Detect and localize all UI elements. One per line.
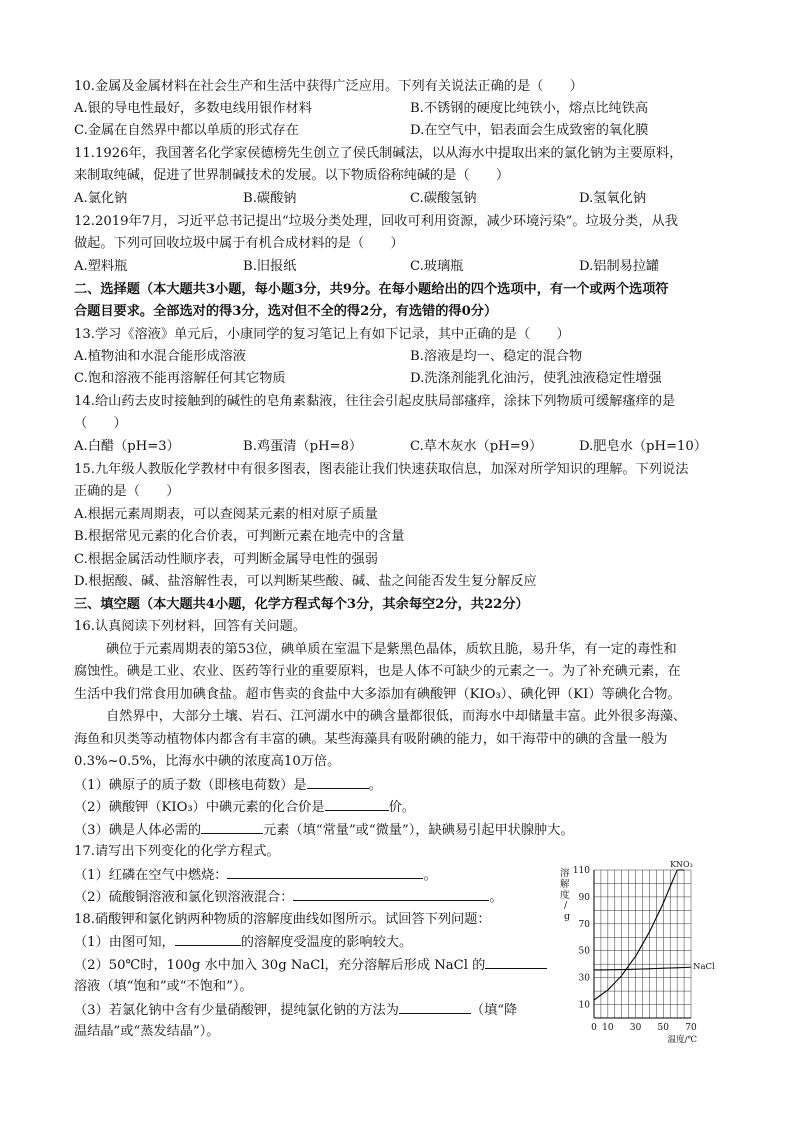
x-tick-labels bbox=[591, 1023, 697, 1033]
q16-para1-line3: 生活中我们常食用加碘食盐。超市售卖的食盐中大多添加有碘酸钾（KIO₃）、碘化钾（KI）等碘化合物。 bbox=[74, 687, 681, 702]
q18-sub2-line2: 溶液（填“饱和”或“不饱和”）。 bbox=[74, 979, 253, 994]
x-tick-label: 0 bbox=[591, 1023, 597, 1033]
q13-option-a: A.植物油和水混合能形成溶液 bbox=[74, 349, 246, 364]
answer-blank[interactable] bbox=[175, 931, 241, 946]
answer-blank[interactable] bbox=[325, 796, 389, 811]
q11-stem-line2: 来制取纯碱，促进了世界制碱技术的发展。以下物质俗称纯碱的是（ ） bbox=[74, 168, 510, 183]
y-axis-label-char: / bbox=[564, 900, 568, 911]
x-tick-label: 70 bbox=[685, 1023, 697, 1033]
answer-blank[interactable] bbox=[485, 954, 547, 969]
q18-sub3-line2: 温结晶”或“蒸发结晶”）。 bbox=[74, 1024, 220, 1039]
q11-option-b: B.碳酸钠 bbox=[243, 191, 297, 206]
q16-para2-line3: 0.3%~0.5%，比海水中碘的浓度高10万倍。 bbox=[74, 754, 341, 769]
section3-heading: 三、填空题（本大题共4小题，化学方程式每个3分，其余每空2分，共22分） bbox=[74, 597, 529, 612]
q17-sub2-text: （2）硫酸铜溶液和氯化钡溶液混合： bbox=[74, 890, 294, 905]
x-tick-label: 30 bbox=[629, 1023, 642, 1033]
q13-option-b: B.溶液是均一、稳定的混合物 bbox=[410, 349, 583, 364]
q18-sub1-end: 的溶解度受温度的影响较大。 bbox=[240, 935, 413, 950]
q16-para2-line1: 自然界中，大部分土壤、岩石、江河湖水中的碘含量都很低，而海水中却储量丰富。此外很多海藻、 bbox=[106, 709, 687, 724]
q12-stem-line1: 12.2019年7月，习近平总书记提出“垃圾分类处理，回收可利用资源，减少环境污染”。垃圾分类，从我 bbox=[74, 214, 678, 229]
q18-sub1 bbox=[74, 931, 412, 954]
q16-sub3-end: 元素（填“常量”或“微量”），缺碘易引起甲状腺肿大。 bbox=[263, 823, 574, 838]
q15-option-b: B.根据常见元素的化合价表，可判断元素在地壳中的含量 bbox=[74, 529, 405, 544]
q17-sub2 bbox=[74, 886, 503, 909]
q16-sub3-text: （3）碘是人体必需的 bbox=[74, 823, 202, 838]
y-axis-label bbox=[560, 867, 570, 922]
y-tick-label: 50 bbox=[578, 946, 590, 957]
q16-sub1 bbox=[74, 774, 382, 797]
q14-option-d: D.肥皂水（pH=10） bbox=[579, 439, 708, 454]
q10-option-c: C.金属在自然界中都以单质的形式存在 bbox=[74, 123, 299, 138]
answer-blank[interactable] bbox=[201, 819, 263, 834]
q18-sub3-end: （填“降 bbox=[470, 1003, 518, 1018]
y-axis-label-char: 度 bbox=[560, 890, 570, 901]
q12-stem-line2: 做起。下列可回收垃圾中属于有机合成材料的是（ ） bbox=[74, 236, 404, 251]
q17-sub1-end: 。 bbox=[423, 868, 437, 883]
q10-stem: 10.金属及金属材料在社会生产和生活中获得广泛应用。下列有关说法正确的是（ ） bbox=[74, 79, 583, 94]
q14-stem-line1: 14.给山药去皮时接触到的碱性的皂角素黏液，往往会引起皮肤局部瘙痒，涂抹下列物质可缓解瘙痒的是 bbox=[74, 394, 676, 409]
q18-sub3-line1 bbox=[74, 999, 517, 1022]
q14-option-a: A.白醋（pH=3） bbox=[74, 439, 180, 454]
x-tick-label: 10 bbox=[602, 1023, 614, 1033]
q18-sub1-text: （1）由图可知， bbox=[74, 935, 175, 950]
q12-option-b: B.旧报纸 bbox=[243, 259, 297, 274]
y-axis-label-text bbox=[560, 867, 570, 922]
section2-heading-line2: 合题目要求。全部选对的得3分，选对但不全的得2分，有选错的得0分） bbox=[74, 304, 498, 319]
y-tick-label: 30 bbox=[578, 973, 590, 984]
q13-stem: 13.学习《溶液》单元后，小康同学的复习笔记上有如下记录，其中正确的是（ ） bbox=[74, 327, 570, 342]
q13-option-d: D.洗涤剂能乳化油污，使乳浊液稳定性增强 bbox=[410, 371, 662, 386]
q13-option-c: C.饱和溶液不能再溶解任何其它物质 bbox=[74, 371, 286, 386]
q16-sub2 bbox=[74, 796, 415, 819]
q11-option-a: A.氯化钠 bbox=[74, 191, 128, 206]
section2-heading-line1: 二、选择题（本大题共3小题，每小题3分，共9分。在每小题给出的四个选项中，有一个或两个选项符 bbox=[74, 282, 669, 297]
q15-stem-line1: 15.九年级人教版化学教材中有很多图表，图表能让我们快速获取信息，加深对所学知识的理解。下列说法 bbox=[74, 462, 689, 477]
q16-sub1-text: （1）碘原子的质子数（即核电荷数）是 bbox=[74, 778, 307, 793]
q16-para1-line1: 碘位于元素周期表的第53位，碘单质在室温下是紫黑色晶体，质软且脆，易升华，有一定的毒性和 bbox=[106, 642, 677, 657]
q16-sub2-text: （2）碘酸钾（KIO₃）中碘元素的化合价是 bbox=[74, 800, 325, 815]
q14-option-b: B.鸡蛋清（pH=8） bbox=[243, 439, 363, 454]
q15-option-c: C.根据金属活动性顺序表，可判断金属导电性的强弱 bbox=[74, 552, 378, 567]
q16-stem: 16.认真阅读下列材料，回答有关问题。 bbox=[74, 619, 306, 634]
y-axis-label-char: 溶 bbox=[560, 868, 570, 879]
q17-sub1 bbox=[74, 864, 437, 887]
answer-blank[interactable] bbox=[227, 864, 423, 879]
answer-blank[interactable] bbox=[293, 886, 489, 901]
q12-option-d: D.铝制易拉罐 bbox=[579, 259, 660, 274]
x-tick-label: 50 bbox=[657, 1023, 670, 1033]
q14-stem-line2: （ ） bbox=[74, 416, 127, 431]
q15-option-d: D.根据酸、碱、盐溶解性表，可以判断某些酸、碱、盐之间能否发生复分解反应 bbox=[74, 574, 537, 589]
y-axis-label-char: g bbox=[564, 911, 571, 922]
y-tick-label: 110 bbox=[572, 866, 590, 876]
solubility-chart bbox=[558, 858, 715, 1045]
q18-sub2-line1 bbox=[74, 954, 547, 977]
q16-para2-line2: 海鱼和贝类等动植物体内都含有丰富的碘。某些海藻具有吸附碘的能力，如干海带中的碘的含量一般为 bbox=[74, 732, 668, 747]
nacl-label: NaCl bbox=[693, 962, 715, 973]
q16-sub1-end: 。 bbox=[368, 778, 382, 793]
q18-sub2-text: （2）50℃时，100g 水中加入 30g NaCl，充分溶解后形成 NaCl 的 bbox=[74, 958, 486, 973]
q15-stem-line2: 正确的是（ ） bbox=[74, 484, 180, 499]
y-axis-label-char: 解 bbox=[560, 879, 570, 890]
q11-stem-line1: 11.1926年，我国著名化学家侯德榜先生创立了侯氏制碱法，以从海水中提取出来的氯化钠为主要原料， bbox=[74, 146, 683, 161]
answer-blank[interactable] bbox=[307, 774, 369, 789]
q10-option-a: A.银的导电性最好，多数电线用银作材料 bbox=[74, 101, 312, 116]
q17-sub1-text: （1）红磷在空气中燃烧： bbox=[74, 868, 228, 883]
kno3-label: KNO₃ bbox=[670, 860, 693, 869]
answer-blank[interactable] bbox=[399, 999, 471, 1014]
kno3-curve bbox=[594, 870, 684, 1000]
y-tick-label: 90 bbox=[578, 892, 590, 903]
x-axis-label: 温度/℃ bbox=[667, 1035, 697, 1045]
q12-option-c: C.玻璃瓶 bbox=[410, 259, 464, 274]
q14-option-c: C.草木灰水（pH=9） bbox=[410, 439, 543, 454]
chart-series bbox=[594, 860, 715, 1000]
q15-option-a: A.根据元素周期表，可以查阅某元素的相对原子质量 bbox=[74, 507, 378, 522]
q16-sub3 bbox=[74, 819, 574, 842]
q17-stem: 17.请写出下列变化的化学方程式。 bbox=[74, 844, 280, 859]
q18-sub3-text: （3）若氯化钠中含有少量硝酸钾，提纯氯化钠的方法为 bbox=[74, 1003, 399, 1018]
y-tick-labels bbox=[573, 866, 590, 1011]
q11-option-d: D.氢氧化钠 bbox=[579, 191, 647, 206]
q17-sub2-end: 。 bbox=[489, 890, 503, 905]
q16-para1-line2: 腐蚀性。碘是工业、农业、医药等行业的重要原料，也是人体不可缺少的元素之一。为了补充碘元素，在 bbox=[74, 664, 681, 679]
q10-option-b: B.不锈钢的硬度比纯铁小，熔点比纯铁高 bbox=[410, 101, 649, 116]
y-tick-label: 10 bbox=[578, 1000, 590, 1011]
q16-sub2-end: 价。 bbox=[388, 800, 415, 815]
q12-option-a: A.塑料瓶 bbox=[74, 259, 128, 274]
y-tick-label: 70 bbox=[578, 919, 590, 930]
q11-option-c: C.碳酸氢钠 bbox=[410, 191, 477, 206]
q18-stem: 18.硝酸钾和氯化钠两种物质的溶解度曲线如图所示。试回答下列问题： bbox=[74, 912, 491, 927]
q10-option-d: D.在空气中，铝表面会生成致密的氧化膜 bbox=[410, 123, 649, 138]
